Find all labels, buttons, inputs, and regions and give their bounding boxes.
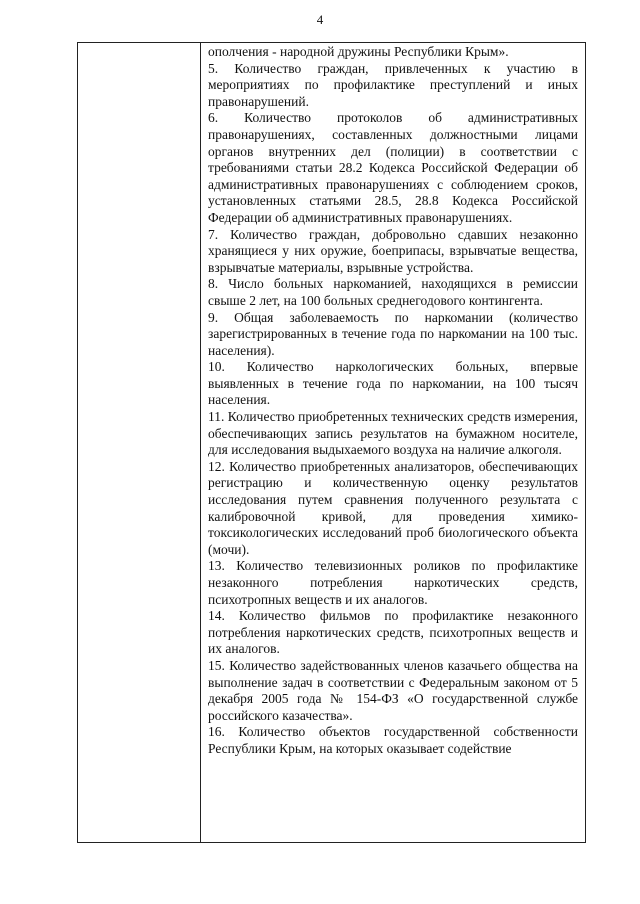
indicators-table bbox=[77, 42, 586, 843]
paragraph: 8. Число больных наркоманией, находящихся в ремиссии свыше 2 лет, на 100 больных среднегодового контингента. bbox=[208, 276, 578, 308]
paragraph: 10. Количество наркологических больных, впервые выявленных в течение года по наркомании, на 100 тысяч населения. bbox=[208, 359, 578, 408]
indicators-cell bbox=[208, 44, 578, 758]
paragraph: 11. Количество приобретенных технических средств измерения, обеспечивающих запись результатов на бумажном носителе, для исследования выдыхаемого воздуха на наличие алкоголя. bbox=[208, 409, 578, 458]
paragraph: 15. Количество задействованных членов казачьего общества на выполнение задач в соответствии с Федеральным законом от 5 декабря 2005 года № 154-ФЗ «О государственной службе российского казачества». bbox=[208, 657, 578, 723]
paragraph: 16. Количество объектов государственной собственности Республики Крым, на которых оказывает содействие bbox=[208, 724, 578, 756]
paragraph: ополчения - народной дружины Республики Крым». bbox=[208, 44, 509, 59]
paragraph: 7. Количество граждан, добровольно сдавших незаконно хранящиеся у них оружие, боеприпасы, взрывчатые вещества, взрывчатые материалы, взрывные устройства. bbox=[208, 226, 578, 275]
paragraph: 9. Общая заболеваемость по наркомании (количество зарегистрированных в течение года по наркомании на 100 тыс. населения). bbox=[208, 309, 578, 358]
paragraph: 14. Количество фильмов по профилактике незаконного потребления наркотических средств, психотропных веществ и их аналогов. bbox=[208, 608, 578, 657]
paragraph: 13. Количество телевизионных роликов по профилактике незаконного потребления наркотических средств, психотропных веществ и их аналогов. bbox=[208, 558, 578, 607]
column-divider bbox=[200, 43, 201, 842]
paragraph: 6. Количество протоколов об административных правонарушениях, составленных должностными лицами органов внутренних дел (полиции) в соответствии с требованиями статьи 28.2 Кодекса Российской Федерации об административных правонарушениях с соблюдением сроков, установленных статьями 28.5, 28.8 Кодекса Российской Федерации об административных правонарушениях. bbox=[208, 110, 578, 225]
paragraph: 12. Количество приобретенных анализаторов, обеспечивающих регистрацию и количественную оценку результатов исследования путем сравнения полученного результата с калибровочной кривой, для проведения химико-токсикологических исследований проб биологического объекта (мочи). bbox=[208, 458, 578, 557]
paragraph: 5. Количество граждан, привлеченных к участию в мероприятиях по профилактике преступлений и иных правонарушений. bbox=[208, 60, 578, 109]
page-number: 4 bbox=[316, 12, 324, 27]
